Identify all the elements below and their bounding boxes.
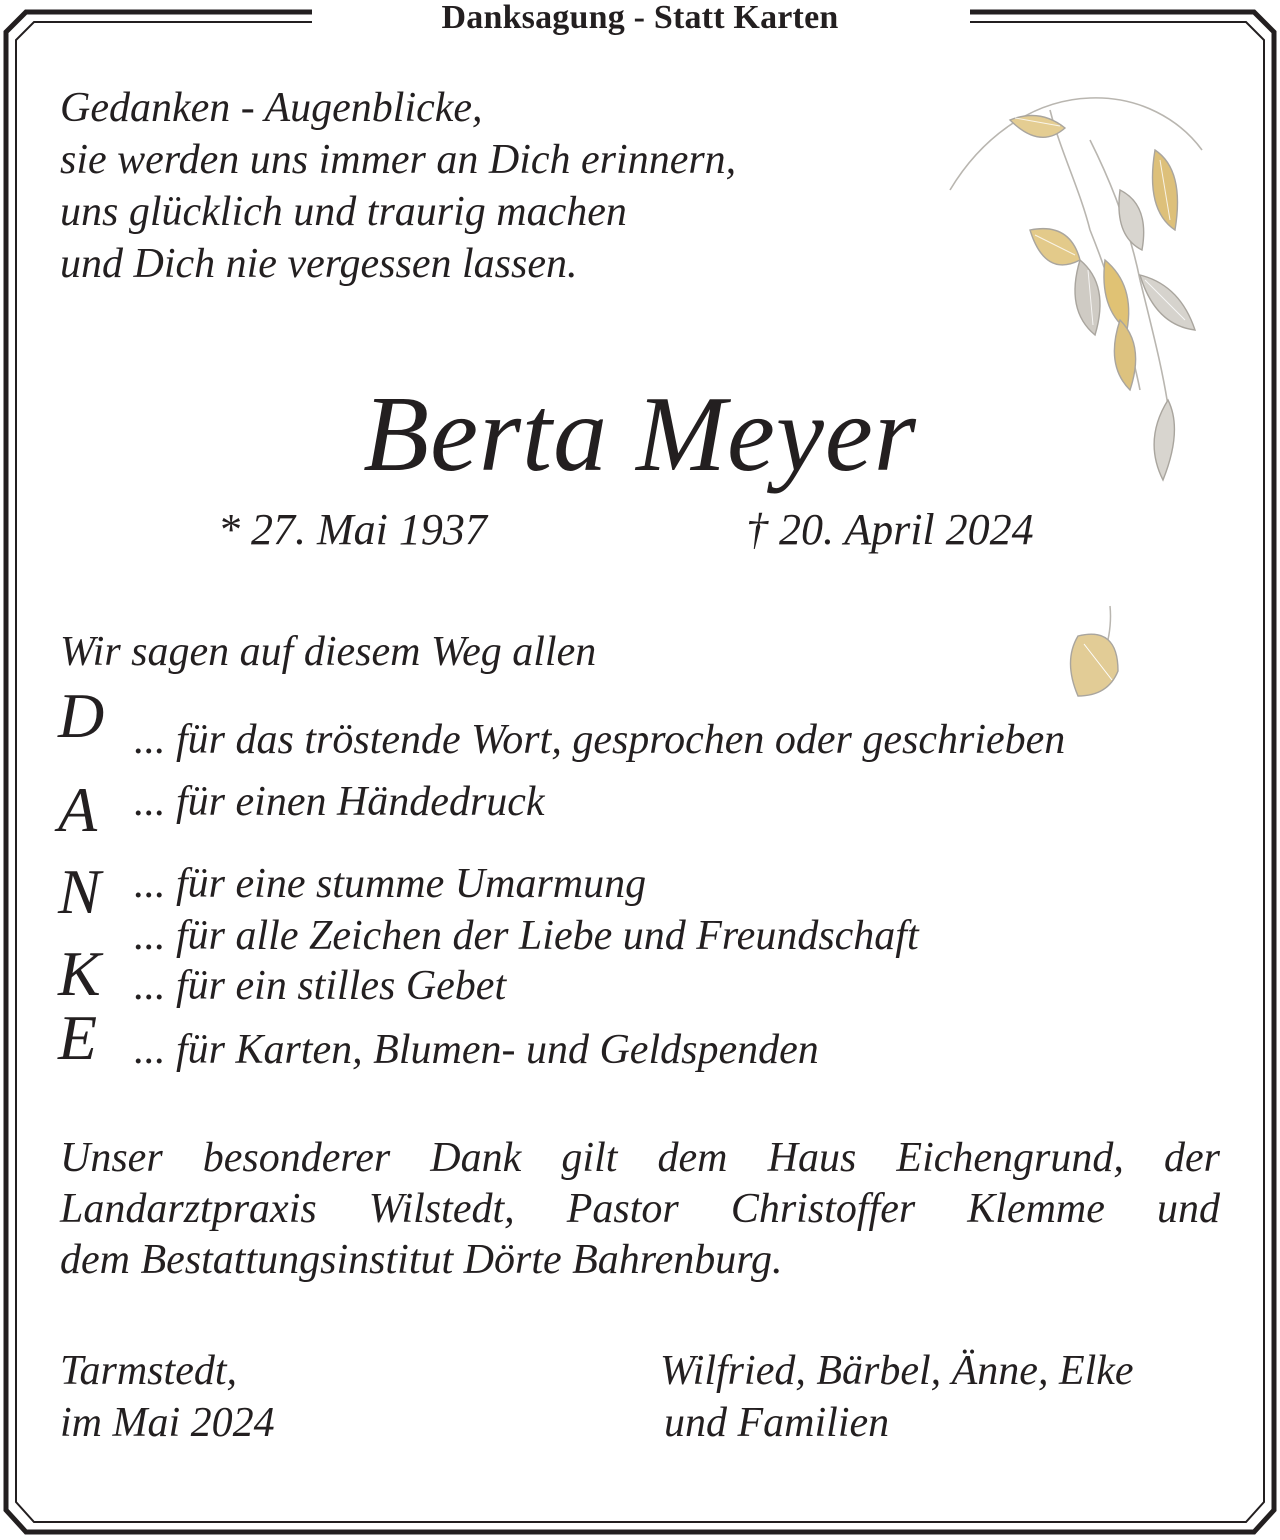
family-names: Wilfried, Bärbel, Änne, Elke	[660, 1348, 1134, 1394]
header-title: Danksagung - Statt Karten	[330, 0, 950, 40]
date: im Mai 2024	[60, 1400, 275, 1446]
danke-row	[58, 680, 1238, 763]
single-leaf-illustration	[1040, 596, 1150, 706]
birth-date: * 27. Mai 1937	[218, 505, 487, 554]
poem-line: und Dich nie vergessen lassen.	[60, 241, 578, 287]
family-suffix: und Familien	[664, 1400, 890, 1446]
danke-letter: D	[58, 680, 105, 751]
danke-letter: A	[58, 774, 98, 845]
special-thanks	[60, 1133, 1220, 1286]
special-thanks-line: Landarztpraxis Wilstedt, Pastor Christoffer Klemme und	[60, 1186, 1220, 1232]
danke-intro: Wir sagen auf diesem Weg allen	[60, 629, 597, 675]
danke-letter: E	[58, 1002, 98, 1073]
danke-text: ... für alle Zeichen der Liebe und Freundschaft	[134, 913, 919, 959]
danke-text: ... für das tröstende Wort, gesprochen oder geschrieben	[134, 717, 1066, 763]
danke-text: ... für Karten, Blumen- und Geldspenden	[134, 1027, 819, 1073]
death-date: † 20. April 2024	[746, 505, 1034, 554]
place: Tarmstedt,	[60, 1348, 238, 1394]
danke-letter: N	[58, 856, 101, 927]
special-thanks-line: Unser besonderer Dank gilt dem Haus Eichengrund, der	[60, 1135, 1220, 1181]
danke-row	[58, 1000, 1238, 1073]
danke-row	[58, 770, 1238, 845]
danke-text: ... für ein stilles Gebet	[134, 963, 507, 1009]
poem-line: sie werden uns immer an Dich erinnern,	[60, 137, 737, 183]
poem-line: uns glücklich und traurig machen	[60, 189, 627, 235]
danke-text: ... für eine stumme Umarmung	[134, 861, 647, 907]
poem-line: Gedanken - Augenblicke,	[60, 85, 483, 131]
special-thanks-line: dem Bestattungsinstitut Dörte Bahrenburg.	[60, 1237, 783, 1283]
family-signature	[660, 1345, 1134, 1449]
danke-letter: K	[58, 938, 101, 1009]
place-and-date	[60, 1345, 275, 1449]
deceased-name: Berta Meyer	[363, 375, 917, 494]
danke-row	[58, 920, 1238, 1009]
poem	[60, 82, 736, 290]
danke-text: ... für einen Händedruck	[134, 779, 545, 825]
